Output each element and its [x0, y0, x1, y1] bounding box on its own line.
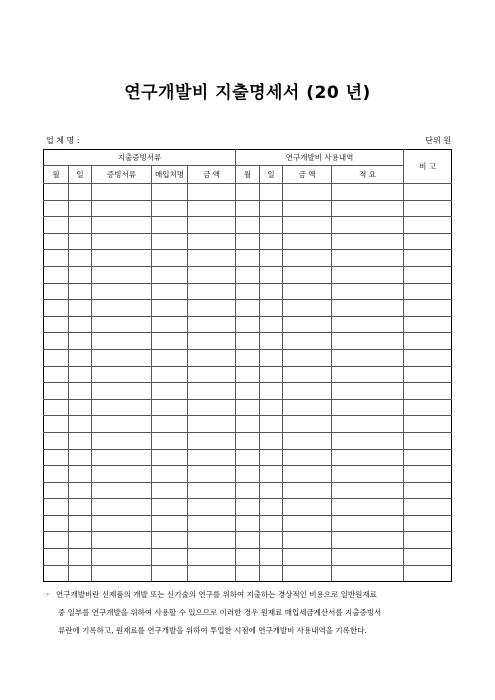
table-cell[interactable]: [69, 349, 92, 366]
table-cell[interactable]: [92, 333, 152, 350]
group-header-evidence: 지출증빙서류: [44, 150, 236, 166]
table-cell[interactable]: [152, 266, 188, 283]
table-row: [44, 416, 452, 433]
table-cell[interactable]: [236, 499, 260, 516]
table-cell[interactable]: [152, 200, 188, 217]
table-cell[interactable]: [188, 233, 236, 250]
table-cell[interactable]: [152, 549, 188, 566]
table-cell[interactable]: [69, 532, 92, 549]
table-cell[interactable]: [92, 466, 152, 483]
table-cell[interactable]: [188, 499, 236, 516]
table-cell[interactable]: [152, 515, 188, 532]
table-cell[interactable]: [260, 200, 283, 217]
table-cell[interactable]: [152, 349, 188, 366]
table-cell[interactable]: [332, 300, 404, 317]
table-cell[interactable]: [332, 416, 404, 433]
table-cell[interactable]: [92, 515, 152, 532]
table-cell[interactable]: [236, 399, 260, 416]
table-cell[interactable]: [188, 349, 236, 366]
col-month-evidence: 월: [44, 166, 69, 184]
table-cell[interactable]: [92, 366, 152, 383]
pointer-icon: ☞: [44, 591, 51, 599]
table-cell[interactable]: [260, 515, 283, 532]
table-cell[interactable]: [283, 349, 332, 366]
table-cell[interactable]: [260, 466, 283, 483]
group-header-remarks: 비 고: [404, 150, 452, 184]
table-cell[interactable]: [188, 416, 236, 433]
table-cell[interactable]: [283, 399, 332, 416]
table-cell[interactable]: [283, 333, 332, 350]
table-row: [44, 432, 452, 449]
table-cell[interactable]: [152, 184, 188, 201]
table-cell[interactable]: [332, 432, 404, 449]
table-cell[interactable]: [152, 366, 188, 383]
table-cell[interactable]: [404, 466, 452, 483]
table-cell[interactable]: [92, 283, 152, 300]
table-cell[interactable]: [332, 349, 404, 366]
table-cell[interactable]: [44, 532, 69, 549]
table-row: [44, 549, 452, 566]
table-cell[interactable]: [69, 565, 92, 582]
group-header-usage: 연구개발비 사용내역: [236, 150, 404, 166]
table-cell[interactable]: [404, 499, 452, 516]
table-cell[interactable]: [69, 399, 92, 416]
table-cell[interactable]: [404, 266, 452, 283]
table-cell[interactable]: [152, 432, 188, 449]
table-cell[interactable]: [69, 549, 92, 566]
table-cell[interactable]: [188, 399, 236, 416]
notes-section: [44, 586, 454, 640]
table-cell[interactable]: [92, 200, 152, 217]
table-cell[interactable]: [44, 184, 69, 201]
table-cell[interactable]: [188, 333, 236, 350]
table-cell[interactable]: [69, 333, 92, 350]
table-cell[interactable]: [332, 399, 404, 416]
table-cell[interactable]: [92, 316, 152, 333]
table-cell[interactable]: [92, 233, 152, 250]
note-line-1: 연구개발비란 신제품의 개발 또는 신기술의 연구를 위하여 지출하는 경상적인 비용으로 일반원재료: [56, 590, 377, 599]
table-cell[interactable]: [283, 283, 332, 300]
table-row: [44, 383, 452, 400]
table-cell[interactable]: [236, 482, 260, 499]
table-cell[interactable]: [152, 466, 188, 483]
table-cell[interactable]: [92, 184, 152, 201]
table-cell[interactable]: [283, 432, 332, 449]
table-cell[interactable]: [260, 266, 283, 283]
table-cell[interactable]: [332, 482, 404, 499]
note-line-3: 류란에 기록하고, 원재료를 연구개발을 위하여 투입한 시점에 연구개발비 사용내역을 기록한다.: [58, 626, 367, 635]
table-cell[interactable]: [69, 283, 92, 300]
table-cell[interactable]: [404, 532, 452, 549]
table-cell[interactable]: [92, 532, 152, 549]
table-cell[interactable]: [236, 432, 260, 449]
table-cell[interactable]: [236, 549, 260, 566]
table-cell[interactable]: [69, 233, 92, 250]
table-cell[interactable]: [283, 316, 332, 333]
table-cell[interactable]: [236, 466, 260, 483]
table-row: [44, 499, 452, 516]
table-cell[interactable]: [236, 283, 260, 300]
table-cell[interactable]: [404, 416, 452, 433]
table-cell[interactable]: [332, 250, 404, 267]
table-cell[interactable]: [44, 482, 69, 499]
table-row: [44, 466, 452, 483]
table-cell[interactable]: [404, 565, 452, 582]
table-cell[interactable]: [44, 565, 69, 582]
table-cell[interactable]: [92, 482, 152, 499]
table-row: [44, 532, 452, 549]
table-cell[interactable]: [188, 466, 236, 483]
table-row: [44, 200, 452, 217]
table-cell[interactable]: [236, 515, 260, 532]
table-cell[interactable]: [152, 565, 188, 582]
table-row: [44, 300, 452, 317]
table-cell[interactable]: [92, 565, 152, 582]
table-cell[interactable]: [92, 217, 152, 234]
table-cell[interactable]: [236, 316, 260, 333]
table-cell[interactable]: [92, 432, 152, 449]
table-cell[interactable]: [188, 565, 236, 582]
table-cell[interactable]: [260, 250, 283, 267]
table-cell[interactable]: [44, 233, 69, 250]
table-row: [44, 366, 452, 383]
table-cell[interactable]: [404, 283, 452, 300]
table-cell[interactable]: [404, 432, 452, 449]
table-cell[interactable]: [332, 266, 404, 283]
table-cell[interactable]: [404, 549, 452, 566]
table-cell[interactable]: [283, 217, 332, 234]
table-cell[interactable]: [152, 316, 188, 333]
table-cell[interactable]: [236, 250, 260, 267]
table-cell[interactable]: [69, 416, 92, 433]
table-cell[interactable]: [188, 266, 236, 283]
table-cell[interactable]: [188, 432, 236, 449]
table-cell[interactable]: [188, 316, 236, 333]
table-cell[interactable]: [236, 366, 260, 383]
table-cell[interactable]: [283, 383, 332, 400]
col-amount-evidence: 금 액: [188, 166, 236, 184]
table-row: [44, 184, 452, 201]
table-cell[interactable]: [69, 499, 92, 516]
table-cell[interactable]: [332, 499, 404, 516]
table-cell[interactable]: [236, 233, 260, 250]
table-cell[interactable]: [283, 416, 332, 433]
table-cell[interactable]: [260, 349, 283, 366]
table-cell[interactable]: [92, 266, 152, 283]
table-cell[interactable]: [152, 482, 188, 499]
table-cell[interactable]: [404, 300, 452, 317]
table-cell[interactable]: [188, 250, 236, 267]
table-cell[interactable]: [404, 515, 452, 532]
table-cell[interactable]: [332, 200, 404, 217]
table-cell[interactable]: [44, 515, 69, 532]
table-cell[interactable]: [188, 184, 236, 201]
table-cell[interactable]: [44, 349, 69, 366]
table-cell[interactable]: [332, 333, 404, 350]
table-cell[interactable]: [332, 565, 404, 582]
table-cell[interactable]: [260, 549, 283, 566]
table-cell[interactable]: [188, 200, 236, 217]
table-cell[interactable]: [188, 532, 236, 549]
table-cell[interactable]: [152, 283, 188, 300]
table-cell[interactable]: [404, 366, 452, 383]
table-cell[interactable]: [260, 316, 283, 333]
table-cell[interactable]: [152, 399, 188, 416]
table-cell[interactable]: [92, 349, 152, 366]
table-cell[interactable]: [44, 200, 69, 217]
table-row: [44, 515, 452, 532]
table-cell[interactable]: [188, 383, 236, 400]
table-cell[interactable]: [69, 515, 92, 532]
table-cell[interactable]: [283, 233, 332, 250]
note-line-2: 중 일부를 연구개발을 위하여 사용할 수 있으므로 이러한 경우 원재료 매입세금계산서를 지출증빙서: [58, 608, 382, 617]
table-cell[interactable]: [188, 515, 236, 532]
table-cell[interactable]: [152, 416, 188, 433]
table-cell[interactable]: [69, 466, 92, 483]
table-row: [44, 266, 452, 283]
table-cell[interactable]: [69, 449, 92, 466]
table-cell[interactable]: [332, 515, 404, 532]
table-cell[interactable]: [332, 549, 404, 566]
table-cell[interactable]: [260, 233, 283, 250]
table-cell[interactable]: [260, 532, 283, 549]
table-cell[interactable]: [283, 184, 332, 201]
table-cell[interactable]: [188, 217, 236, 234]
table-cell[interactable]: [404, 316, 452, 333]
table-cell[interactable]: [44, 217, 69, 234]
table-cell[interactable]: [332, 383, 404, 400]
table-cell[interactable]: [283, 266, 332, 283]
table-cell[interactable]: [44, 250, 69, 267]
col-day-evidence: 일: [69, 166, 92, 184]
table-row: [44, 333, 452, 350]
table-cell[interactable]: [283, 250, 332, 267]
expense-table: [43, 149, 452, 582]
table-cell[interactable]: [404, 217, 452, 234]
table-cell[interactable]: [69, 200, 92, 217]
col-amount-usage: 금 액: [283, 166, 332, 184]
table-cell[interactable]: [404, 233, 452, 250]
table-cell[interactable]: [236, 300, 260, 317]
table-row: [44, 217, 452, 234]
table-cell[interactable]: [92, 549, 152, 566]
table-cell[interactable]: [332, 366, 404, 383]
table-cell[interactable]: [260, 499, 283, 516]
table-cell[interactable]: [69, 184, 92, 201]
table-cell[interactable]: [44, 399, 69, 416]
table-cell[interactable]: [236, 383, 260, 400]
table-cell[interactable]: [260, 565, 283, 582]
table-cell[interactable]: [404, 383, 452, 400]
table-cell[interactable]: [44, 300, 69, 317]
table-cell[interactable]: [69, 316, 92, 333]
table-cell[interactable]: [69, 250, 92, 267]
table-cell[interactable]: [260, 482, 283, 499]
table-cell[interactable]: [236, 532, 260, 549]
table-cell[interactable]: [260, 283, 283, 300]
table-cell[interactable]: [404, 200, 452, 217]
table-cell[interactable]: [283, 300, 332, 317]
table-cell[interactable]: [92, 499, 152, 516]
table-cell[interactable]: [260, 300, 283, 317]
table-cell[interactable]: [152, 233, 188, 250]
table-cell[interactable]: [332, 449, 404, 466]
table-cell[interactable]: [283, 200, 332, 217]
table-cell[interactable]: [188, 283, 236, 300]
table-row: [44, 316, 452, 333]
col-day-usage: 일: [260, 166, 283, 184]
table-cell[interactable]: [260, 416, 283, 433]
table-cell[interactable]: [260, 399, 283, 416]
col-document: 증빙서류: [92, 166, 152, 184]
table-cell[interactable]: [283, 532, 332, 549]
table-cell[interactable]: [404, 250, 452, 267]
table-cell[interactable]: [283, 366, 332, 383]
table-cell[interactable]: [152, 499, 188, 516]
table-cell[interactable]: [152, 532, 188, 549]
table-cell[interactable]: [236, 565, 260, 582]
table-cell[interactable]: [152, 250, 188, 267]
table-cell[interactable]: [283, 449, 332, 466]
table-cell[interactable]: [92, 250, 152, 267]
table-cell[interactable]: [236, 200, 260, 217]
table-row: [44, 283, 452, 300]
table-cell[interactable]: [236, 349, 260, 366]
table-cell[interactable]: [236, 184, 260, 201]
table-row: [44, 250, 452, 267]
table-cell[interactable]: [283, 499, 332, 516]
table-cell[interactable]: [69, 383, 92, 400]
table-cell[interactable]: [260, 383, 283, 400]
table-cell[interactable]: [332, 217, 404, 234]
table-cell[interactable]: [236, 217, 260, 234]
page-title: 연구개발비 지출명세서 (20 년): [124, 83, 371, 103]
table-cell[interactable]: [404, 449, 452, 466]
table-cell[interactable]: [236, 333, 260, 350]
col-vendor: 매입처명: [152, 166, 188, 184]
table-cell[interactable]: [188, 300, 236, 317]
table-cell[interactable]: [332, 233, 404, 250]
table-cell[interactable]: [152, 300, 188, 317]
table-cell[interactable]: [69, 482, 92, 499]
table-cell[interactable]: [44, 333, 69, 350]
company-name-label: 업 체 명 :: [46, 136, 80, 145]
table-cell[interactable]: [332, 184, 404, 201]
table-cell[interactable]: [188, 449, 236, 466]
table-cell[interactable]: [69, 266, 92, 283]
col-month-usage: 월: [236, 166, 260, 184]
table-cell[interactable]: [332, 283, 404, 300]
unit-label: 단위 원: [425, 136, 451, 145]
table-cell[interactable]: [332, 316, 404, 333]
table-row: [44, 449, 452, 466]
table-row: [44, 482, 452, 499]
table-cell[interactable]: [404, 184, 452, 201]
table-cell[interactable]: [283, 549, 332, 566]
table-cell[interactable]: [152, 449, 188, 466]
table-cell[interactable]: [260, 432, 283, 449]
table-cell[interactable]: [44, 549, 69, 566]
table-cell[interactable]: [283, 515, 332, 532]
table-cell[interactable]: [92, 399, 152, 416]
table-cell[interactable]: [92, 449, 152, 466]
table-cell[interactable]: [260, 333, 283, 350]
table-cell[interactable]: [188, 482, 236, 499]
table-cell[interactable]: [260, 366, 283, 383]
table-cell[interactable]: [92, 300, 152, 317]
table-cell[interactable]: [283, 466, 332, 483]
table-cell[interactable]: [44, 366, 69, 383]
table-cell[interactable]: [188, 549, 236, 566]
table-row: [44, 349, 452, 366]
table-cell[interactable]: [44, 316, 69, 333]
table-cell[interactable]: [44, 449, 69, 466]
table-cell[interactable]: [152, 333, 188, 350]
table-cell[interactable]: [404, 482, 452, 499]
table-cell[interactable]: [44, 499, 69, 516]
table-cell[interactable]: [152, 217, 188, 234]
table-cell[interactable]: [69, 300, 92, 317]
col-summary: 적 요: [332, 166, 404, 184]
table-cell[interactable]: [44, 283, 69, 300]
table-cell[interactable]: [44, 432, 69, 449]
table-cell[interactable]: [69, 217, 92, 234]
table-cell[interactable]: [152, 383, 188, 400]
table-row: [44, 399, 452, 416]
table-cell[interactable]: [44, 383, 69, 400]
table-cell[interactable]: [236, 266, 260, 283]
table-cell[interactable]: [69, 432, 92, 449]
table-cell[interactable]: [44, 466, 69, 483]
table-cell[interactable]: [332, 466, 404, 483]
table-cell[interactable]: [404, 399, 452, 416]
table-cell[interactable]: [332, 532, 404, 549]
table-cell[interactable]: [188, 366, 236, 383]
table-cell[interactable]: [404, 349, 452, 366]
table-cell[interactable]: [260, 184, 283, 201]
table-row: [44, 565, 452, 582]
table-cell[interactable]: [236, 449, 260, 466]
table-cell[interactable]: [92, 416, 152, 433]
table-cell[interactable]: [260, 449, 283, 466]
table-cell[interactable]: [404, 333, 452, 350]
table-cell[interactable]: [92, 383, 152, 400]
table-cell[interactable]: [69, 366, 92, 383]
table-cell[interactable]: [260, 217, 283, 234]
table-row: [44, 233, 452, 250]
table-cell[interactable]: [44, 416, 69, 433]
table-cell[interactable]: [44, 266, 69, 283]
table-cell[interactable]: [283, 482, 332, 499]
table-cell[interactable]: [236, 416, 260, 433]
table-cell[interactable]: [283, 565, 332, 582]
